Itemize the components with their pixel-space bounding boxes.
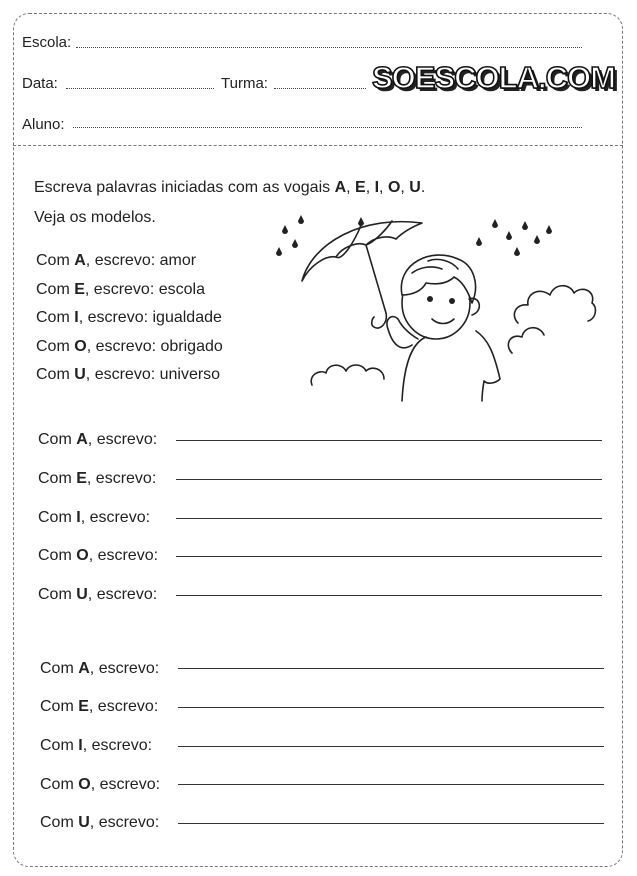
turma-field[interactable]: [274, 88, 366, 89]
exercise1-o-answer-line[interactable]: [176, 556, 602, 557]
exercise1-o-label: Com O, escrevo:: [38, 547, 159, 564]
instruction-line-1: Escreva palavras iniciadas com as vogais A, E, I, O, U.: [34, 179, 426, 196]
boy-umbrella-illustration: [262, 203, 598, 403]
data-field[interactable]: [66, 88, 214, 89]
cloud-icon: [514, 286, 595, 323]
exercise2-o-answer-line[interactable]: [178, 784, 604, 785]
instruction-line-2: Veja os modelos.: [34, 209, 156, 226]
cloud-icon: [311, 365, 384, 385]
escola-label: Escola:: [22, 34, 72, 51]
rain-drops: [276, 215, 552, 256]
exercise1-i-answer-line[interactable]: [176, 518, 602, 519]
turma-label: Turma:: [221, 75, 268, 92]
example-u: Com U, escrevo: universo: [36, 366, 221, 383]
aluno-label: Aluno:: [22, 116, 65, 133]
exercise2-a-answer-line[interactable]: [178, 668, 604, 669]
site-logo: SOESCOLA.COM: [372, 60, 615, 95]
exercise2-a-label: Com A, escrevo:: [40, 660, 160, 677]
header-divider: [13, 145, 623, 146]
exercise1-a-label: Com A, escrevo:: [38, 431, 158, 448]
exercise1-u-label: Com U, escrevo:: [38, 586, 158, 603]
exercise2-o-label: Com O, escrevo:: [40, 776, 161, 793]
example-i: Com I, escrevo: igualdade: [36, 309, 222, 326]
exercise1-e-answer-line[interactable]: [176, 479, 602, 480]
example-a: Com A, escrevo: amor: [36, 252, 197, 269]
exercise2-e-label: Com E, escrevo:: [40, 698, 159, 715]
exercise2-u-answer-line[interactable]: [178, 823, 604, 824]
exercise2-u-label: Com U, escrevo:: [40, 814, 160, 831]
escola-field[interactable]: [76, 47, 582, 48]
example-o: Com O, escrevo: obrigado: [36, 338, 223, 355]
exercise2-i-answer-line[interactable]: [178, 746, 604, 747]
exercise1-u-answer-line[interactable]: [176, 595, 602, 596]
aluno-field[interactable]: [73, 127, 582, 128]
umbrella-icon: [302, 222, 422, 281]
data-label: Data:: [22, 75, 58, 92]
example-e: Com E, escrevo: escola: [36, 281, 205, 298]
exercise2-e-answer-line[interactable]: [178, 707, 604, 708]
exercise1-i-label: Com I, escrevo:: [38, 509, 151, 526]
exercise1-e-label: Com E, escrevo:: [38, 470, 157, 487]
exercise1-a-answer-line[interactable]: [176, 440, 602, 441]
exercise2-i-label: Com I, escrevo:: [40, 737, 153, 754]
